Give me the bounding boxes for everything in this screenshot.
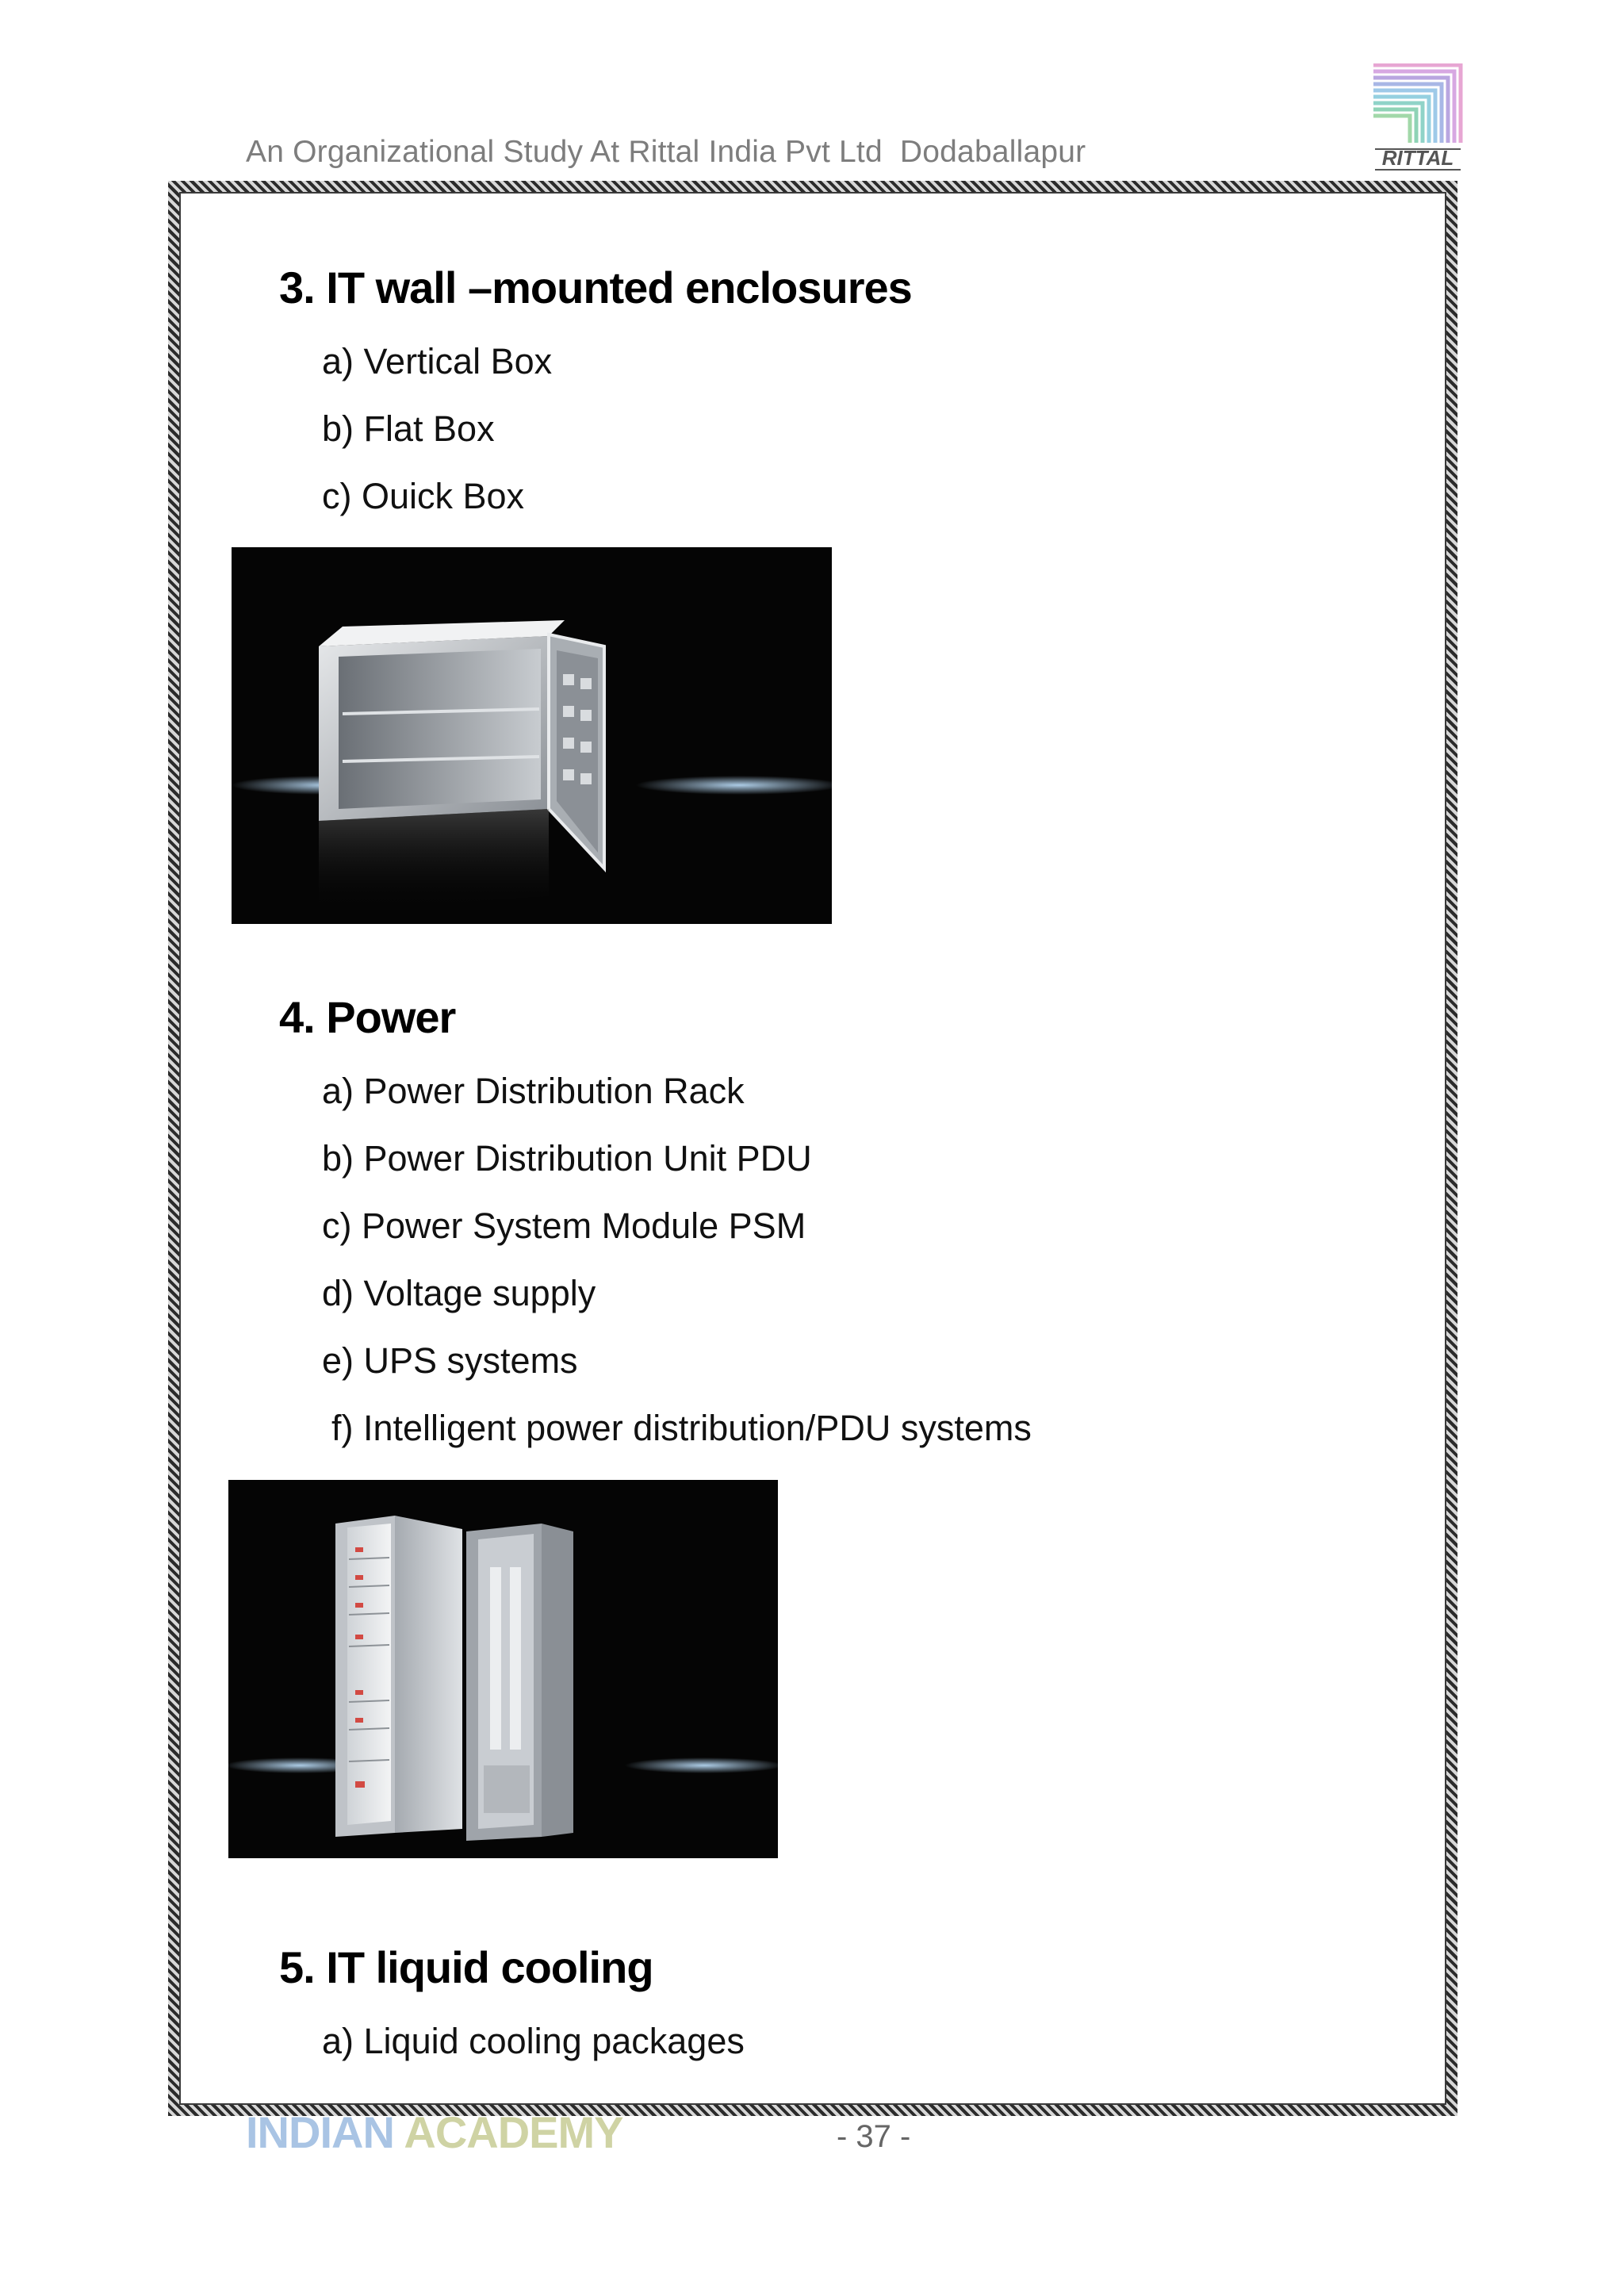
list-item: e) UPS systems [322,1340,578,1381]
header-title: An Organizational Study At Rittal India Pvt Ltd Dodaballapur [246,135,1086,169]
section-title-power: 4. Power [279,992,456,1042]
page-number: - 37 - [837,2119,911,2154]
list-item: b) Flat Box [322,408,495,449]
logo-text: RITTAL [1381,146,1454,170]
wall-mounted-enclosure-image [232,547,832,924]
list-item: f) Intelligent power distribution/PDU systems [331,1408,1032,1448]
list-item: c) Power System Module PSM [322,1205,806,1246]
list-item: d) Voltage supply [322,1273,596,1313]
power-distribution-rack-image [228,1480,778,1858]
list-item: b) Power Distribution Unit PDU [322,1138,812,1179]
footer-brand-word2: ACADEMY [404,2107,623,2157]
footer-brand-word1: INDIAN [246,2107,394,2157]
list-item: a) Liquid cooling packages [322,2021,745,2061]
section-title-wall-mounted: 3. IT wall –mounted enclosures [279,263,912,312]
list-item: c) Ouick Box [322,476,525,516]
section-title-liquid-cooling: 5. IT liquid cooling [279,1942,653,1992]
footer-brand [246,2106,623,2158]
list-item: a) Power Distribution Rack [322,1071,745,1111]
rittal-logo [1372,63,1464,174]
list-item: a) Vertical Box [322,341,553,381]
